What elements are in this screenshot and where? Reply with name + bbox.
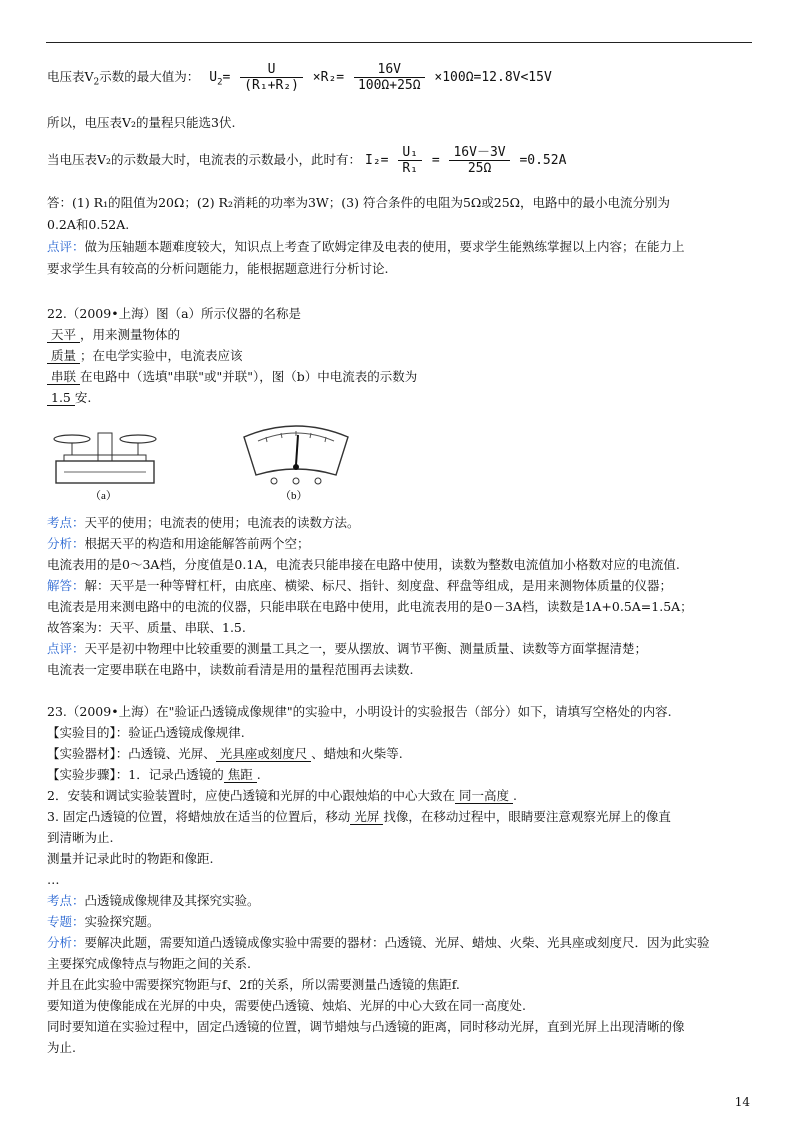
math-text: =0.52A <box>519 153 567 168</box>
text: 当电压表V₂的示数最大时，电流表的示数最小，此时有： <box>47 152 362 167</box>
text: 找像，在移动过程中，眼睛要注意观察光屏上的像直 <box>383 809 671 824</box>
text: ，用来测量物体的 <box>80 327 181 342</box>
label: 专题： <box>47 914 85 929</box>
paragraph: 并且在此实验中需要探究物距与f、2f的关系，所以需要测量凸透镜的焦距f. <box>47 977 460 992</box>
text: 2．安装和调试实验装置时，应使凸透镜和光屏的中心跟烛焰的中心大致在 <box>47 788 455 803</box>
text: . <box>512 788 517 803</box>
math-symbol: = <box>431 153 440 168</box>
figure-label-a: （a） <box>90 490 117 502</box>
page-number: 14 <box>734 1095 750 1109</box>
paragraph: 要知道为使像能成在光屏的中央，需要使凸透镜、烛焰、光屏的中心大致在同一高度处. <box>47 998 526 1013</box>
question-title: 22.（2009•上海）图（a）所示仪器的名称是 <box>47 306 302 321</box>
paragraph: 故答案为：天平、质量、串联、1.5. <box>47 620 246 635</box>
text: 在电路中（选填"串联"或"并联"），图（b）中电流表的示数为 <box>80 369 418 384</box>
text: 根据天平的构造和用途能解答前两个空； <box>84 536 310 551</box>
label: 点评： <box>47 641 85 656</box>
text: 凸透镜成像规律及其探究实验。 <box>84 893 260 908</box>
comment-line <box>47 238 685 256</box>
answer-blank: 光屏 <box>350 809 383 825</box>
label: 分析： <box>47 536 85 551</box>
paragraph: 主要探究成像特点与物距之间的关系. <box>47 956 251 971</box>
math-symbol: = <box>222 70 231 85</box>
text: 做为压轴题本题难度较大，知识点上考查了欧姆定律及电表的使用，要求学生能熟练掌握以上内容；在能力上 <box>84 239 685 254</box>
paragraph: 电流表用的是0～3A档，分度值是0.1A，电流表只能串接在电路中使用，读数为整数电流值加小格数对应的电流值. <box>47 557 680 572</box>
text: . <box>256 767 261 782</box>
text: 【实验步骤】：1．记录凸透镜的 <box>47 767 224 782</box>
paragraph: 电流表一定要串联在电路中，读数前看清是用的量程范围再去读数. <box>47 662 414 677</box>
answer-line: 答：(1) R₁的阻值为20Ω；(2) R₂消耗的功率为3W；(3) 符合条件的电阻为5Ω或25Ω，电路中的最小电流分别为 <box>47 195 671 210</box>
denominator: 25Ω <box>467 161 492 176</box>
math-text: I₂= <box>365 153 389 168</box>
text: 解：天平是一种等臂杠杆，由底座、横梁、标尺、指针、刻度盘、秤盘等组成，是用来测物体质量的仪器； <box>84 578 673 593</box>
denominator: (R₁+R₂) <box>244 78 299 93</box>
label: 点评： <box>47 239 85 254</box>
denominator: 100Ω+25Ω <box>357 78 421 93</box>
denominator: R₁ <box>402 161 418 176</box>
subscript: 2 <box>93 77 100 88</box>
label: 考点： <box>47 515 85 530</box>
answer-blank: 质量 <box>47 348 80 364</box>
text: 、蜡烛和火柴等. <box>311 746 403 761</box>
comment-line: 要求学生具有较高的分析问题能力，能根据题意进行分析讨论. <box>47 261 389 276</box>
text: ；在电学实验中，电流表应该 <box>80 348 243 363</box>
answer-blank: 光具座或刻度尺 <box>216 746 312 762</box>
paragraph: 为止. <box>47 1040 76 1055</box>
fraction <box>240 62 303 93</box>
numerator: U₁ <box>398 145 422 161</box>
formula-line-i2 <box>47 145 566 176</box>
math-symbol: U <box>209 70 218 85</box>
ellipsis: … <box>47 872 60 887</box>
text: 安. <box>74 390 92 405</box>
answer-blank: 天平 <box>47 327 80 343</box>
label: 考点： <box>47 893 85 908</box>
fraction <box>449 145 509 176</box>
text: 要解决此题，需要知道凸透镜成像实验中需要的器材：凸透镜、光屏、蜡烛、火柴、光具座或刻度尺．因为此实验 <box>84 935 710 950</box>
fraction <box>398 145 422 176</box>
answer-blank: 串联 <box>47 369 80 385</box>
figure-label-b: （b） <box>280 490 308 502</box>
numerator: 16V <box>354 62 425 78</box>
text: 3. 固定凸透镜的位置，将蜡烛放在适当的位置后，移动 <box>47 809 351 824</box>
question-title: 23.（2009•上海）在"验证凸透镜成像规律"的实验中，小明设计的实验报告（部分）如下，请填写空格处的内容. <box>47 704 672 719</box>
text: 天平是初中物理中比较重要的测量工具之一，要从摆放、调节平衡、测量质量、读数等方面掌握清楚； <box>84 641 648 656</box>
fraction <box>354 62 425 93</box>
ammeter-figure <box>236 415 356 507</box>
paragraph: 所以，电压表V₂的量程只能选3伏. <box>47 115 236 130</box>
paragraph: 同时要知道在实验过程中，固定凸透镜的位置，调节蜡烛与凸透镜的距离，同时移动光屏，直到光屏上出现清晰的像 <box>47 1019 685 1034</box>
header-rule <box>46 42 752 43</box>
paragraph: 【实验目的】：验证凸透镜成像规律. <box>47 725 245 740</box>
numerator: 16V－3V <box>449 145 509 161</box>
formula-line-u2 <box>47 62 552 93</box>
balance-figure <box>50 415 160 507</box>
numerator: U <box>240 62 303 78</box>
math-text: ×100Ω=12.8V<15V <box>434 70 552 85</box>
subscript: 2 <box>217 77 223 88</box>
text: 【实验器材】：凸透镜、光屏、 <box>47 746 216 761</box>
label: 分析： <box>47 935 85 950</box>
label: 解答： <box>47 578 85 593</box>
answer-blank: 1.5 <box>47 390 75 406</box>
answer-blank: 同一高度 <box>455 788 513 804</box>
text: 天平的使用；电流表的使用；电流表的读数方法。 <box>84 515 360 530</box>
paragraph: 电流表是用来测电路中的电流的仪器，只能串联在电路中使用，此电流表用的是0－3A档，读数是1A+0.5A=1.5A； <box>47 599 693 614</box>
text: 实验探究题。 <box>84 914 160 929</box>
answer-line: 0.2A和0.52A. <box>47 217 130 232</box>
math-text: ×R₂= <box>312 70 345 85</box>
answer-blank: 焦距 <box>224 767 257 783</box>
paragraph: 到清晰为止. <box>47 830 114 845</box>
text: 电压表V <box>47 69 94 84</box>
paragraph: 测量并记录此时的物距和像距. <box>47 851 214 866</box>
text: 示数的最大值为： <box>99 69 200 84</box>
